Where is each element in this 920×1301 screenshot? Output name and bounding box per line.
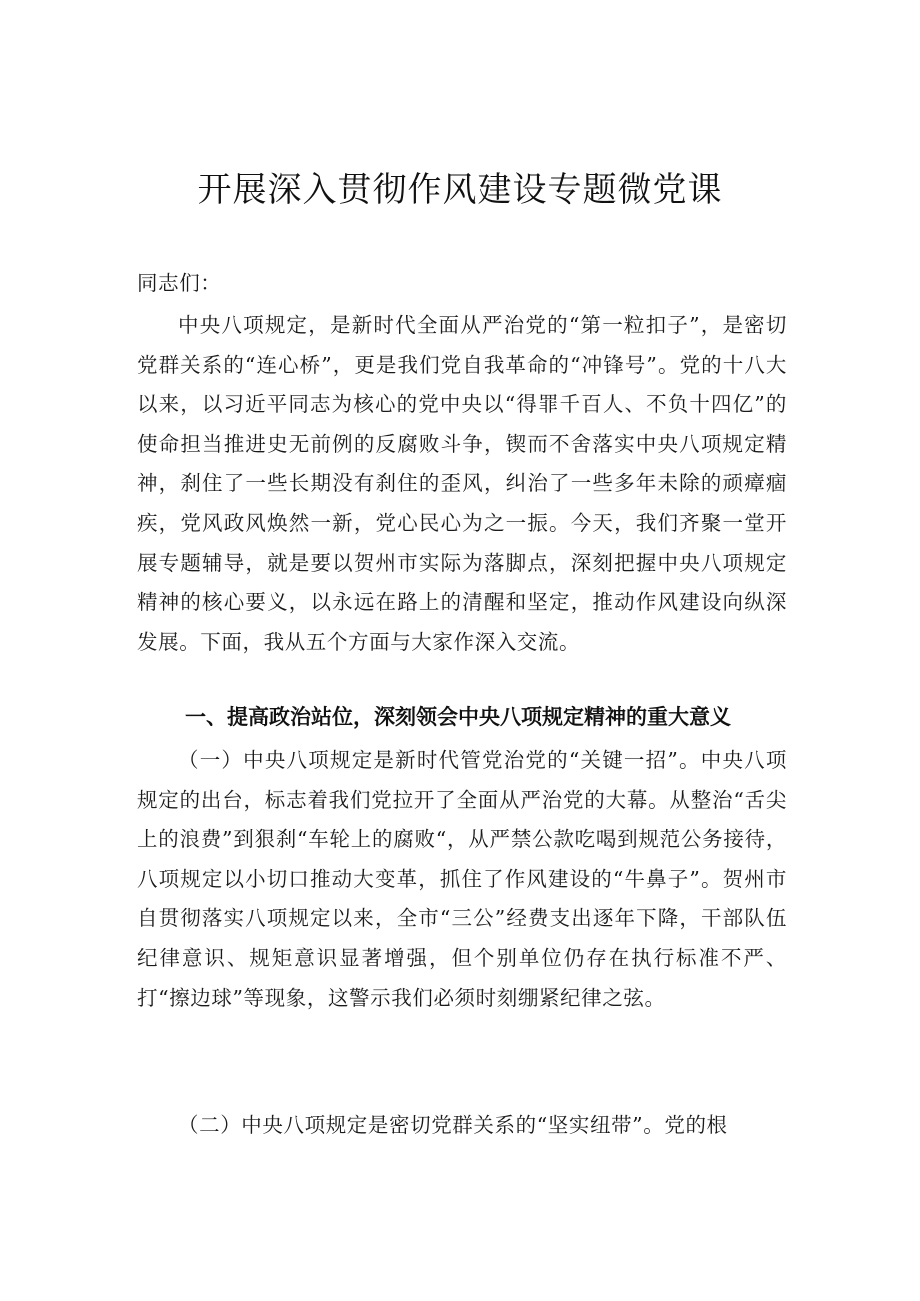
document-title: 开展深入贯彻作风建设专题微党课 bbox=[197, 170, 723, 210]
paragraph-point-1: （一）中央八项规定是新时代管党治党的“关键一招”。中央八项规定的出台，标志着我们党拉开了全面从严治党的大幕。从整治“舌尖上的浪费”到狠刹“车轮上的腐败“，从严禁公款吃喝到规范公务接待，八项规定以小切口推动大变革，抓住了作风建设的“牛鼻子”。贺州市自贯彻落实八项规定以来，全市“三公”经费支出逐年下降，干部队伍纪律意识、规矩意识显著增强，但个别单位仍存在执行标准不严、打“擦边球”等现象，这警示我们必须时刻绷紧纪律之弦。 bbox=[137, 748, 787, 1010]
paragraph-point-2: （二）中央八项规定是密切党群关系的“坚实纽带”。党的根 bbox=[178, 1113, 728, 1137]
section-heading-1: 一、提高政治站位，深刻领会中央八项规定精神的重大意义 bbox=[185, 705, 731, 729]
salutation: 同志们： bbox=[137, 271, 222, 295]
paragraph-intro: 中央八项规定，是新时代全面从严治党的“第一粒扣子”，是密切党群关系的“连心桥”，更是我们党自我革命的“冲锋号”。党的十八大以来，以习近平同志为核心的党中央以“得罪千百人、不负十四亿”的使命担当推进史无前例的反腐败斗争，锲而不舍落实中央八项规定精神，刹住了一些长期没有刹住的歪风，纠治了一些多年未除的顽瘴痼疾，党风政风焕然一新，党心民心为之一振。今天，我们齐聚一堂开展专题辅导，就是要以贺州市实际为落脚点，深刻把握中央八项规定精神的核心要义，以永远在路上的清醒和坚定，推动作风建设向纵深发展。下面，我从五个方面与大家作深入交流。 bbox=[137, 313, 787, 654]
